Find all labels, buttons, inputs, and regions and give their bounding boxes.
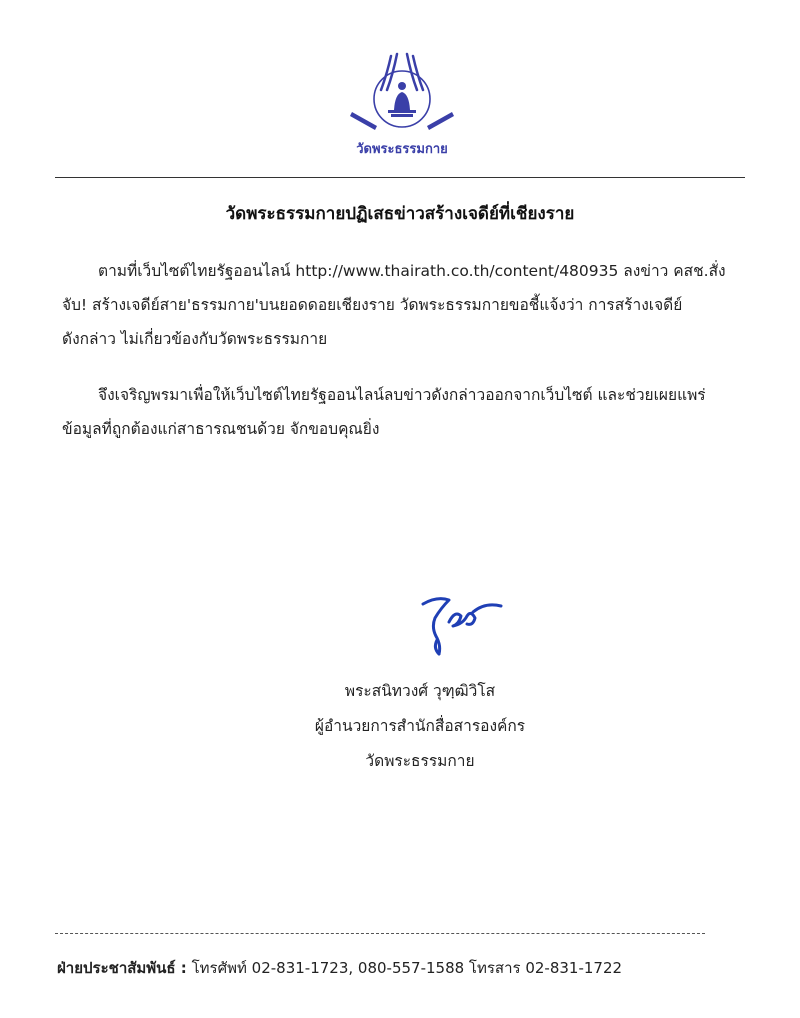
signer-organization: วัดพระธรรมกาย [365,752,475,770]
paragraph-2-line-2: ข้อมูลที่ถูกต้องแก่สาธารณชนด้วย จักขอบคุณยิ่ง [62,420,380,438]
paragraph-1-line-2: จับ! สร้างเจดีย์สาย'ธรรมกาย'บนยอดดอยเชียงราย วัดพระธรรมกายขอชี้แจ้งว่า การสร้างเจดีย์ [62,296,683,314]
footer-divider [55,933,705,934]
footer-label: ฝ่ายประชาสัมพันธ์ : [57,959,187,977]
header-divider [55,177,745,178]
logo-caption: วัดพระธรรมกาย [356,141,448,156]
signer-block [290,674,550,779]
handwritten-signature [415,588,510,663]
signer-name: พระสนิทวงศ์ วุฑฺฒิวิโส [344,682,496,700]
temple-seal-icon [347,44,457,139]
paragraph-1-line-1: ตามที่เว็บไซต์ไทยรัฐออนไลน์ http://www.thairath.co.th/content/480935 ลงข่าว คสช.สั่ง [98,262,726,280]
temple-logo [347,44,457,169]
paragraph-2 [62,378,752,446]
footer-contact [57,956,622,980]
paragraph-2-line-1: จึงเจริญพรมาเพื่อให้เว็บไซต์ไทยรัฐออนไลน์ลบข่าวดังกล่าวออกจากเว็บไซต์ และช่วยเผยแพร่ [98,386,706,404]
footer-contact-details: โทรศัพท์ 02-831-1723, 080-557-1588 โทรสาร 02-831-1722 [186,959,623,977]
document-title: วัดพระธรรมกายปฏิเสธข่าวสร้างเจดีย์ที่เชียงราย [225,204,575,224]
paragraph-1-line-3: ดังกล่าว ไม่เกี่ยวข้องกับวัดพระธรรมกาย [62,330,328,348]
signer-position: ผู้อำนวยการสำนักสื่อสารองค์กร [314,717,526,735]
paragraph-1 [62,254,752,356]
